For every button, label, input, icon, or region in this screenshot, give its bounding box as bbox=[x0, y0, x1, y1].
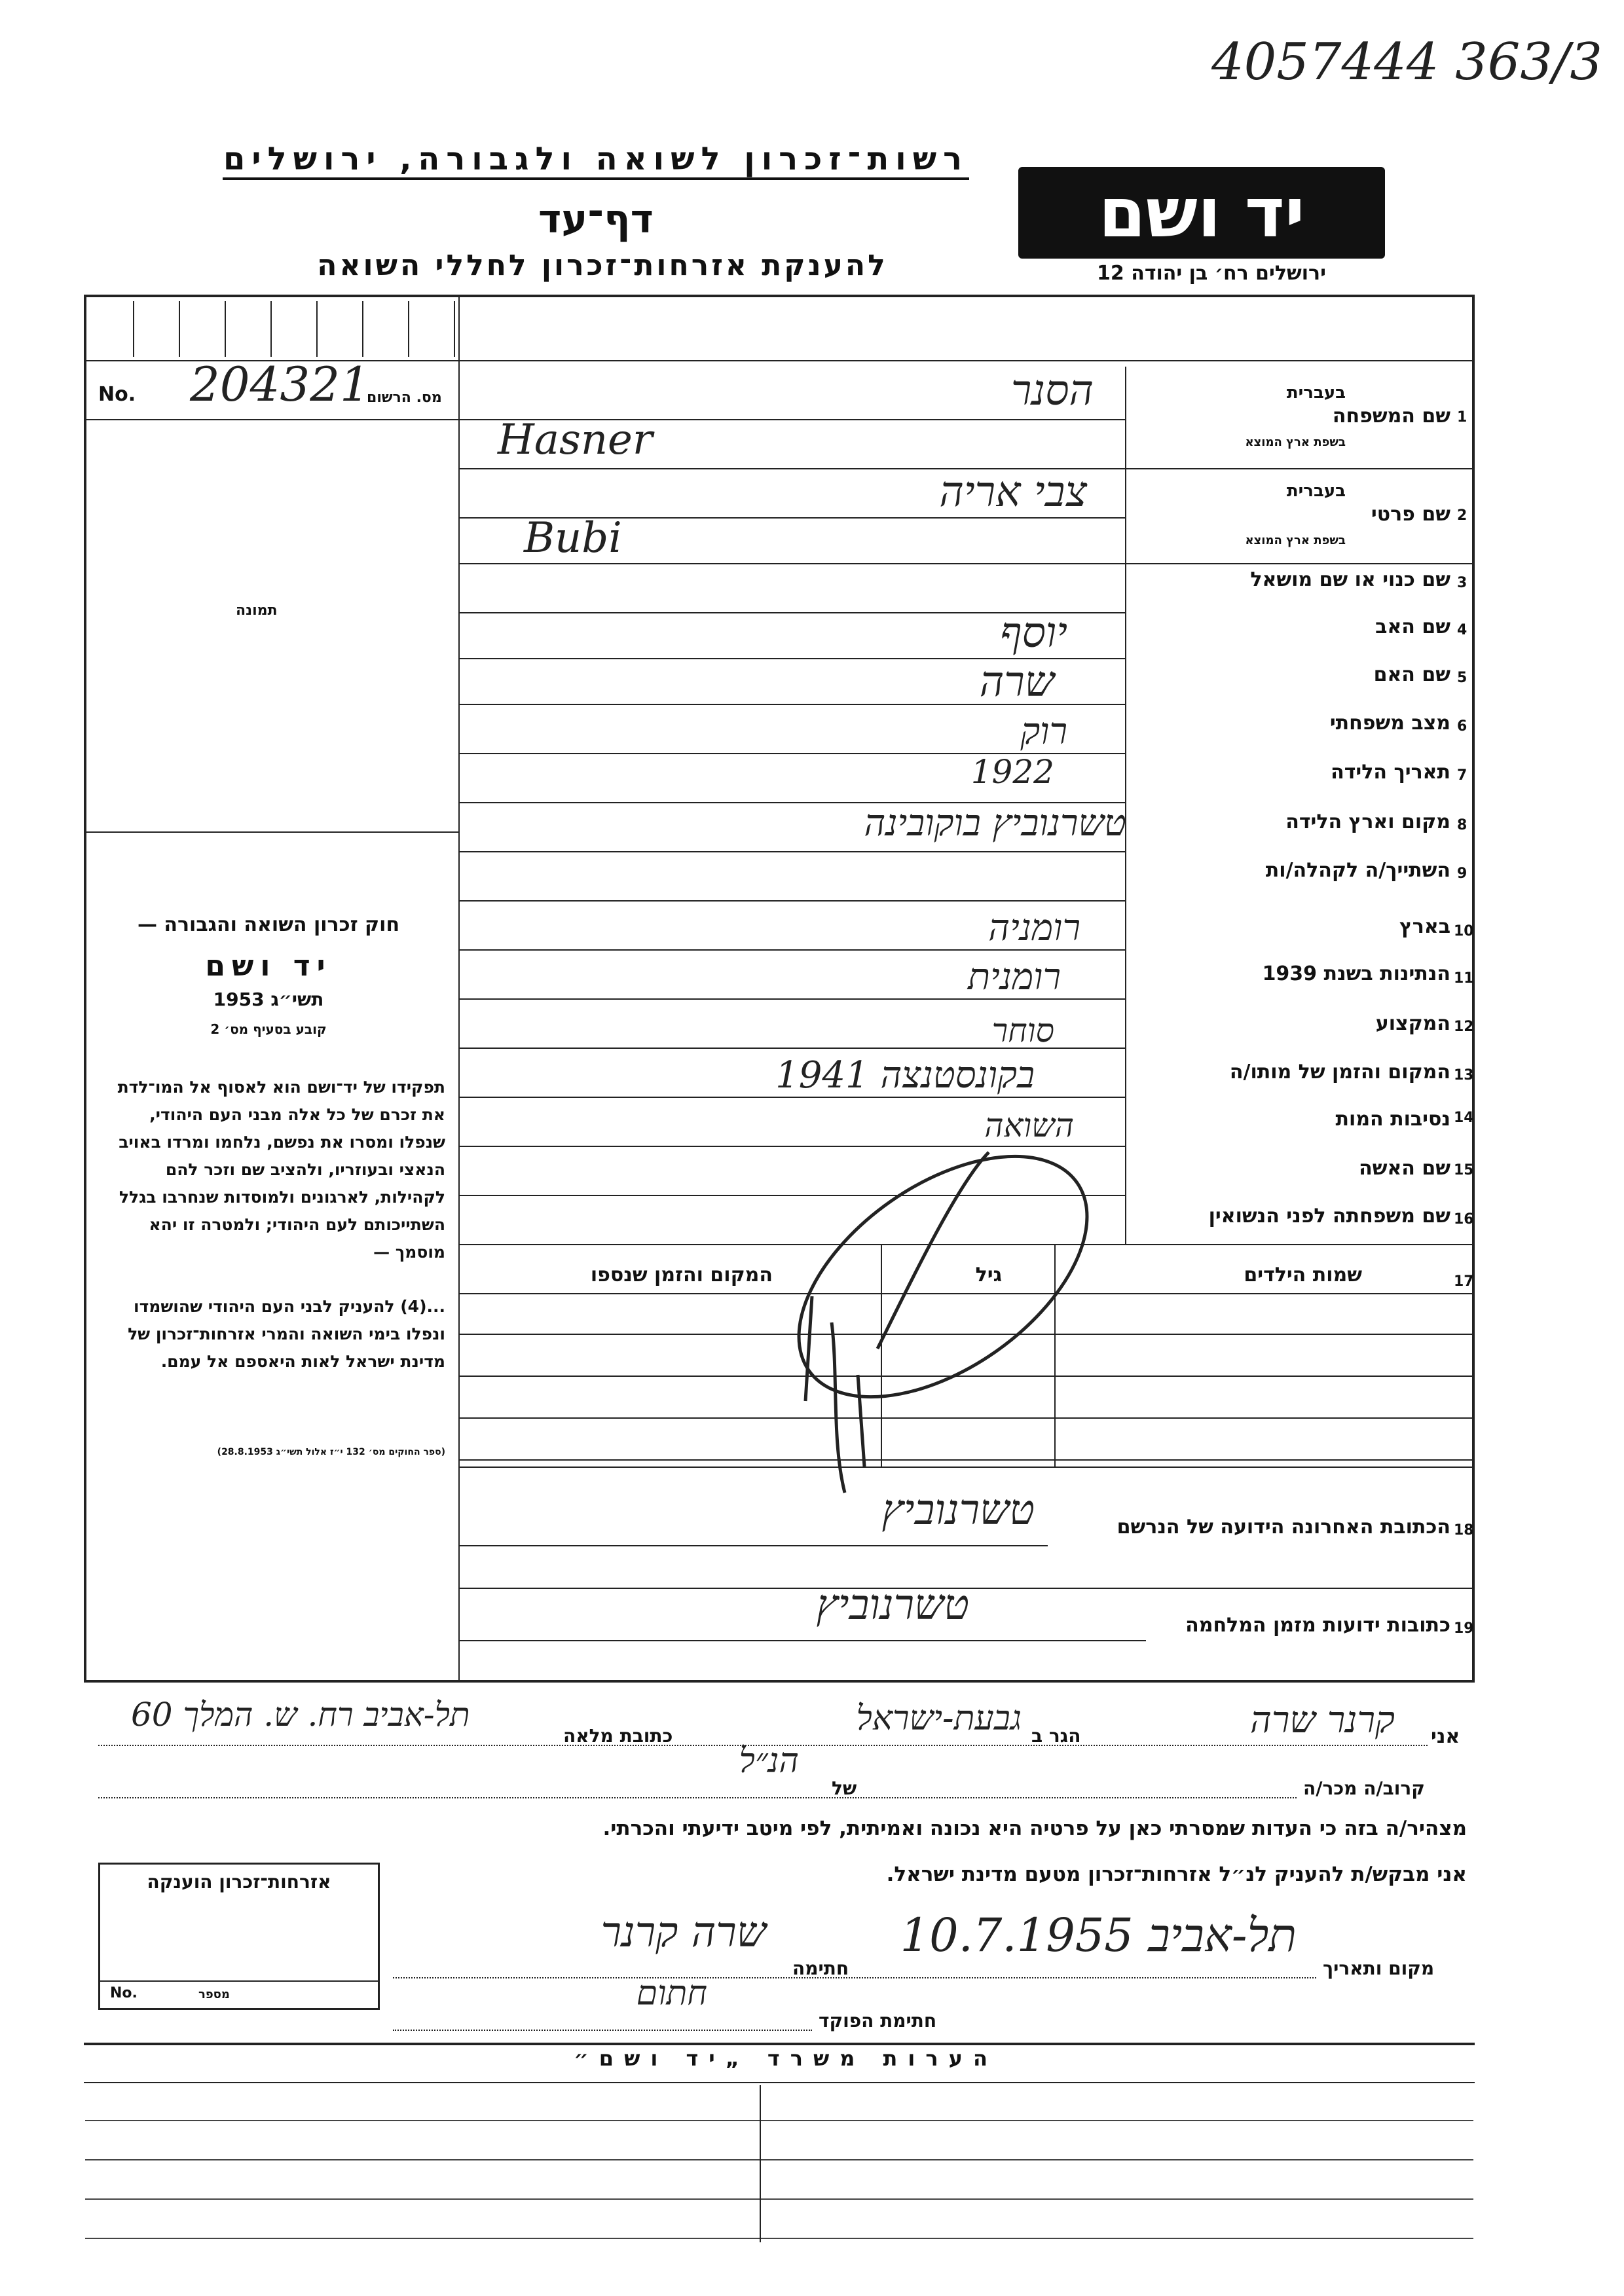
field-16-label: שם משפחתה לפני הנשואין bbox=[1208, 1205, 1450, 1228]
field-13-value: בקונסטנצה 1941 bbox=[775, 1054, 1035, 1097]
field-2-sub-hebrew: בעברית bbox=[1286, 481, 1346, 501]
declaration-relation: הנ״ל bbox=[739, 1741, 799, 1781]
registration-no-label: No. bbox=[98, 383, 136, 406]
field-14-label: נסיבות המות bbox=[1335, 1108, 1450, 1131]
field-2-number: 2 bbox=[1457, 507, 1467, 524]
grant-box-no: No. bbox=[110, 1985, 138, 2001]
place-date-label: מקום ותאריך bbox=[1323, 1958, 1435, 1979]
children-age-header: גיל bbox=[975, 1264, 1002, 1286]
field-1-number: 1 bbox=[1457, 409, 1467, 426]
field-8-value: טשרנוביץ בוקובינה bbox=[864, 802, 1126, 845]
children-place-header: המקום והזמן שנספו bbox=[590, 1264, 773, 1286]
field-16-number: 16 bbox=[1454, 1211, 1474, 1228]
field-5-value: שרה bbox=[979, 658, 1054, 706]
children-names-header: שמות הילדים bbox=[1244, 1264, 1362, 1286]
declaration-city: גבעת-ישראל bbox=[856, 1699, 1022, 1738]
field-7-number: 7 bbox=[1457, 767, 1467, 784]
field-1-value-latin: Hasner bbox=[498, 416, 653, 464]
field-5-label: שם האם bbox=[1373, 663, 1450, 686]
field-11-value: רומנית bbox=[967, 956, 1061, 998]
archive-number: 4057444 363/3 bbox=[1211, 33, 1602, 92]
field-2-label: שם פרטי bbox=[1371, 503, 1450, 526]
grant-box-title: אזרחות־זכרון הוענקה bbox=[147, 1871, 331, 1893]
field-15-number: 15 bbox=[1454, 1162, 1474, 1178]
law-title: חוק זכרון השואה והגבורה — bbox=[137, 913, 400, 936]
field-18-value: טשרנוביץ bbox=[881, 1486, 1035, 1535]
field-11-number: 11 bbox=[1454, 970, 1474, 987]
declaration-lives-in: הגר ב bbox=[1031, 1725, 1081, 1747]
grant-box-number-label: מספר bbox=[198, 1988, 230, 2001]
signature-value: שרה קרנר bbox=[600, 1908, 766, 1957]
field-1-value-hebrew: הסנר bbox=[1010, 367, 1094, 415]
field-14-value: השואה bbox=[984, 1106, 1074, 1144]
field-19-value: טשרנוביץ bbox=[816, 1581, 969, 1630]
declaration-ani: אני bbox=[1431, 1725, 1460, 1748]
law-clause-4: ...(4) להעניק לבני העם היהודי שהושמדו ונפלו בימי השואה והמרי אזרחות־זכרון של מדינת ישראל לאות היאספם אל עמם. bbox=[128, 1297, 445, 1371]
field-6-number: 6 bbox=[1457, 718, 1467, 735]
photo-label: תמונה bbox=[236, 602, 278, 619]
signature-label: חתימה bbox=[792, 1958, 849, 1979]
field-19-number: 19 bbox=[1454, 1620, 1474, 1637]
logo-text: יד ושם bbox=[1098, 173, 1305, 253]
field-10-label: בארץ bbox=[1399, 915, 1450, 938]
form-title: דף־עד bbox=[538, 196, 654, 242]
field-4-label: שם האב bbox=[1375, 615, 1450, 638]
declaration-statement-2: אני מבקש/ת להעניק לנ״ל אזרחות־זכרון מטעם מדינת ישראל. bbox=[886, 1863, 1467, 1886]
field-9-label: השתייך/ה לקהלה/ות bbox=[1265, 859, 1450, 882]
field-10-value: רומניה bbox=[988, 907, 1080, 949]
registration-label: מס. הרשום bbox=[367, 390, 442, 406]
law-year-hebrew: תשי״ג bbox=[270, 989, 324, 1010]
field-13-number: 13 bbox=[1454, 1067, 1474, 1084]
field-6-value: רוק bbox=[1020, 710, 1067, 753]
field-4-number: 4 bbox=[1457, 622, 1467, 638]
place-date-value: תל-אביב 10.7.1955 bbox=[900, 1908, 1297, 1962]
field-7-value: 1922 bbox=[970, 753, 1054, 791]
field-3-number: 3 bbox=[1457, 575, 1467, 591]
field-15-label: שם האשה bbox=[1359, 1157, 1450, 1180]
grant-box bbox=[98, 1863, 380, 2010]
scribble-loop bbox=[756, 1108, 1126, 1446]
field-18-label: הכתובת האחרונה הידועה של הנרשם bbox=[1116, 1516, 1450, 1539]
declaration-address-label: כתובת מלאה bbox=[563, 1725, 673, 1747]
logo-address: ירושלים רח׳ בן יהודה 12 bbox=[1097, 262, 1326, 285]
authority-title: רשות־זכרון לשואה ולגבורה, ירושלים bbox=[223, 141, 969, 180]
declaration-address: תל-אביב רח. ש. המלך 60 bbox=[131, 1696, 470, 1734]
field-1-label: שם המשפחה bbox=[1332, 405, 1450, 428]
scribble-stroke bbox=[805, 1152, 989, 1493]
field-17-number: 17 bbox=[1454, 1273, 1474, 1290]
field-12-value: סוחר bbox=[991, 1011, 1054, 1049]
field-8-label: מקום וארץ הלידה bbox=[1285, 811, 1450, 833]
field-11-label: הנתינות בשנת 1939 bbox=[1262, 962, 1450, 985]
field-9-number: 9 bbox=[1457, 866, 1467, 882]
office-notes-lines bbox=[85, 2082, 1473, 2239]
field-2-value-hebrew: צבי אריה bbox=[939, 468, 1087, 517]
field-1-sub-origin: בשפת ארץ המוצא bbox=[1245, 435, 1346, 449]
field-12-label: המקצוע bbox=[1375, 1012, 1450, 1035]
field-4-value: יוסף bbox=[1000, 609, 1067, 657]
field-19-label: כתובות ידועות מזמן המלחמה bbox=[1185, 1614, 1450, 1637]
declaration-relative-label: קרוב/ה מכר/ה bbox=[1303, 1777, 1425, 1799]
declaration-of: של bbox=[832, 1777, 857, 1799]
field-18-number: 18 bbox=[1454, 1522, 1474, 1539]
law-year bbox=[98, 989, 439, 1010]
field-8-number: 8 bbox=[1457, 817, 1467, 833]
yad-vashem-logo bbox=[1018, 167, 1385, 259]
officer-signature-label: חתימת הפוקד bbox=[819, 2010, 937, 2032]
law-year-number: 1953 bbox=[213, 989, 265, 1010]
cancel-scribble bbox=[707, 1100, 1126, 1506]
registration-number: 204321 bbox=[190, 357, 370, 412]
field-13-label: המקום והזמן של מותו/ה bbox=[1229, 1061, 1450, 1084]
declaration-name: קרנר שרה bbox=[1250, 1699, 1395, 1741]
law-body: תפקידו של יד־ושם הוא לאסוף אל המו־לדת את זכרם של כל אלה מבני העם היהודי, שנפלו ומסרו את נפשם, נלחמו ומרדו באויב הנאצי ובעוזריו, ולהציב שם וזכר להם לקהילות, לארגונים ולמוסדות שנחרבו בגלל השתייכותם לעם היהודי; ולמטרה זו יהא מוסמך — bbox=[117, 1078, 445, 1262]
law-source: (ספר החוקים מס׳ 132 י״ז אלול תשי״ג 28.8.1953) bbox=[217, 1447, 445, 1457]
field-2-sub-origin: בשפת ארץ המוצא bbox=[1245, 534, 1346, 547]
field-2-value-latin: Bubi bbox=[524, 514, 622, 562]
field-1-sub-hebrew: בעברית bbox=[1286, 383, 1346, 403]
form-subtitle: להענקת אזרחות־זכרון לחללי השואה bbox=[317, 249, 888, 282]
field-3-label: שם כנוי או שם מושאל bbox=[1250, 568, 1450, 591]
field-5-number: 5 bbox=[1457, 670, 1467, 686]
law-name: יד ושם bbox=[205, 949, 332, 983]
law-clause: קובע בסעיף מס׳ 2 bbox=[210, 1021, 327, 1037]
field-14-number: 14 bbox=[1454, 1110, 1474, 1126]
office-notes-title: הערות משרד „יד ושם״ bbox=[574, 2046, 998, 2071]
field-6-label: מצב משפחתי bbox=[1329, 712, 1450, 735]
declaration-statement-1: מצהיר/ה בזה כי העדות שמסרתי כאן על פרטיה היא נכונה ואמיתית, לפי מיטב ידיעתי והכרתי. bbox=[602, 1817, 1467, 1840]
field-10-number: 10 bbox=[1454, 923, 1474, 939]
field-12-number: 12 bbox=[1454, 1019, 1474, 1035]
field-7-label: תאריך הלידה bbox=[1331, 761, 1450, 784]
coding-boxes bbox=[88, 301, 455, 357]
officer-signature: חתום bbox=[636, 1974, 707, 2013]
